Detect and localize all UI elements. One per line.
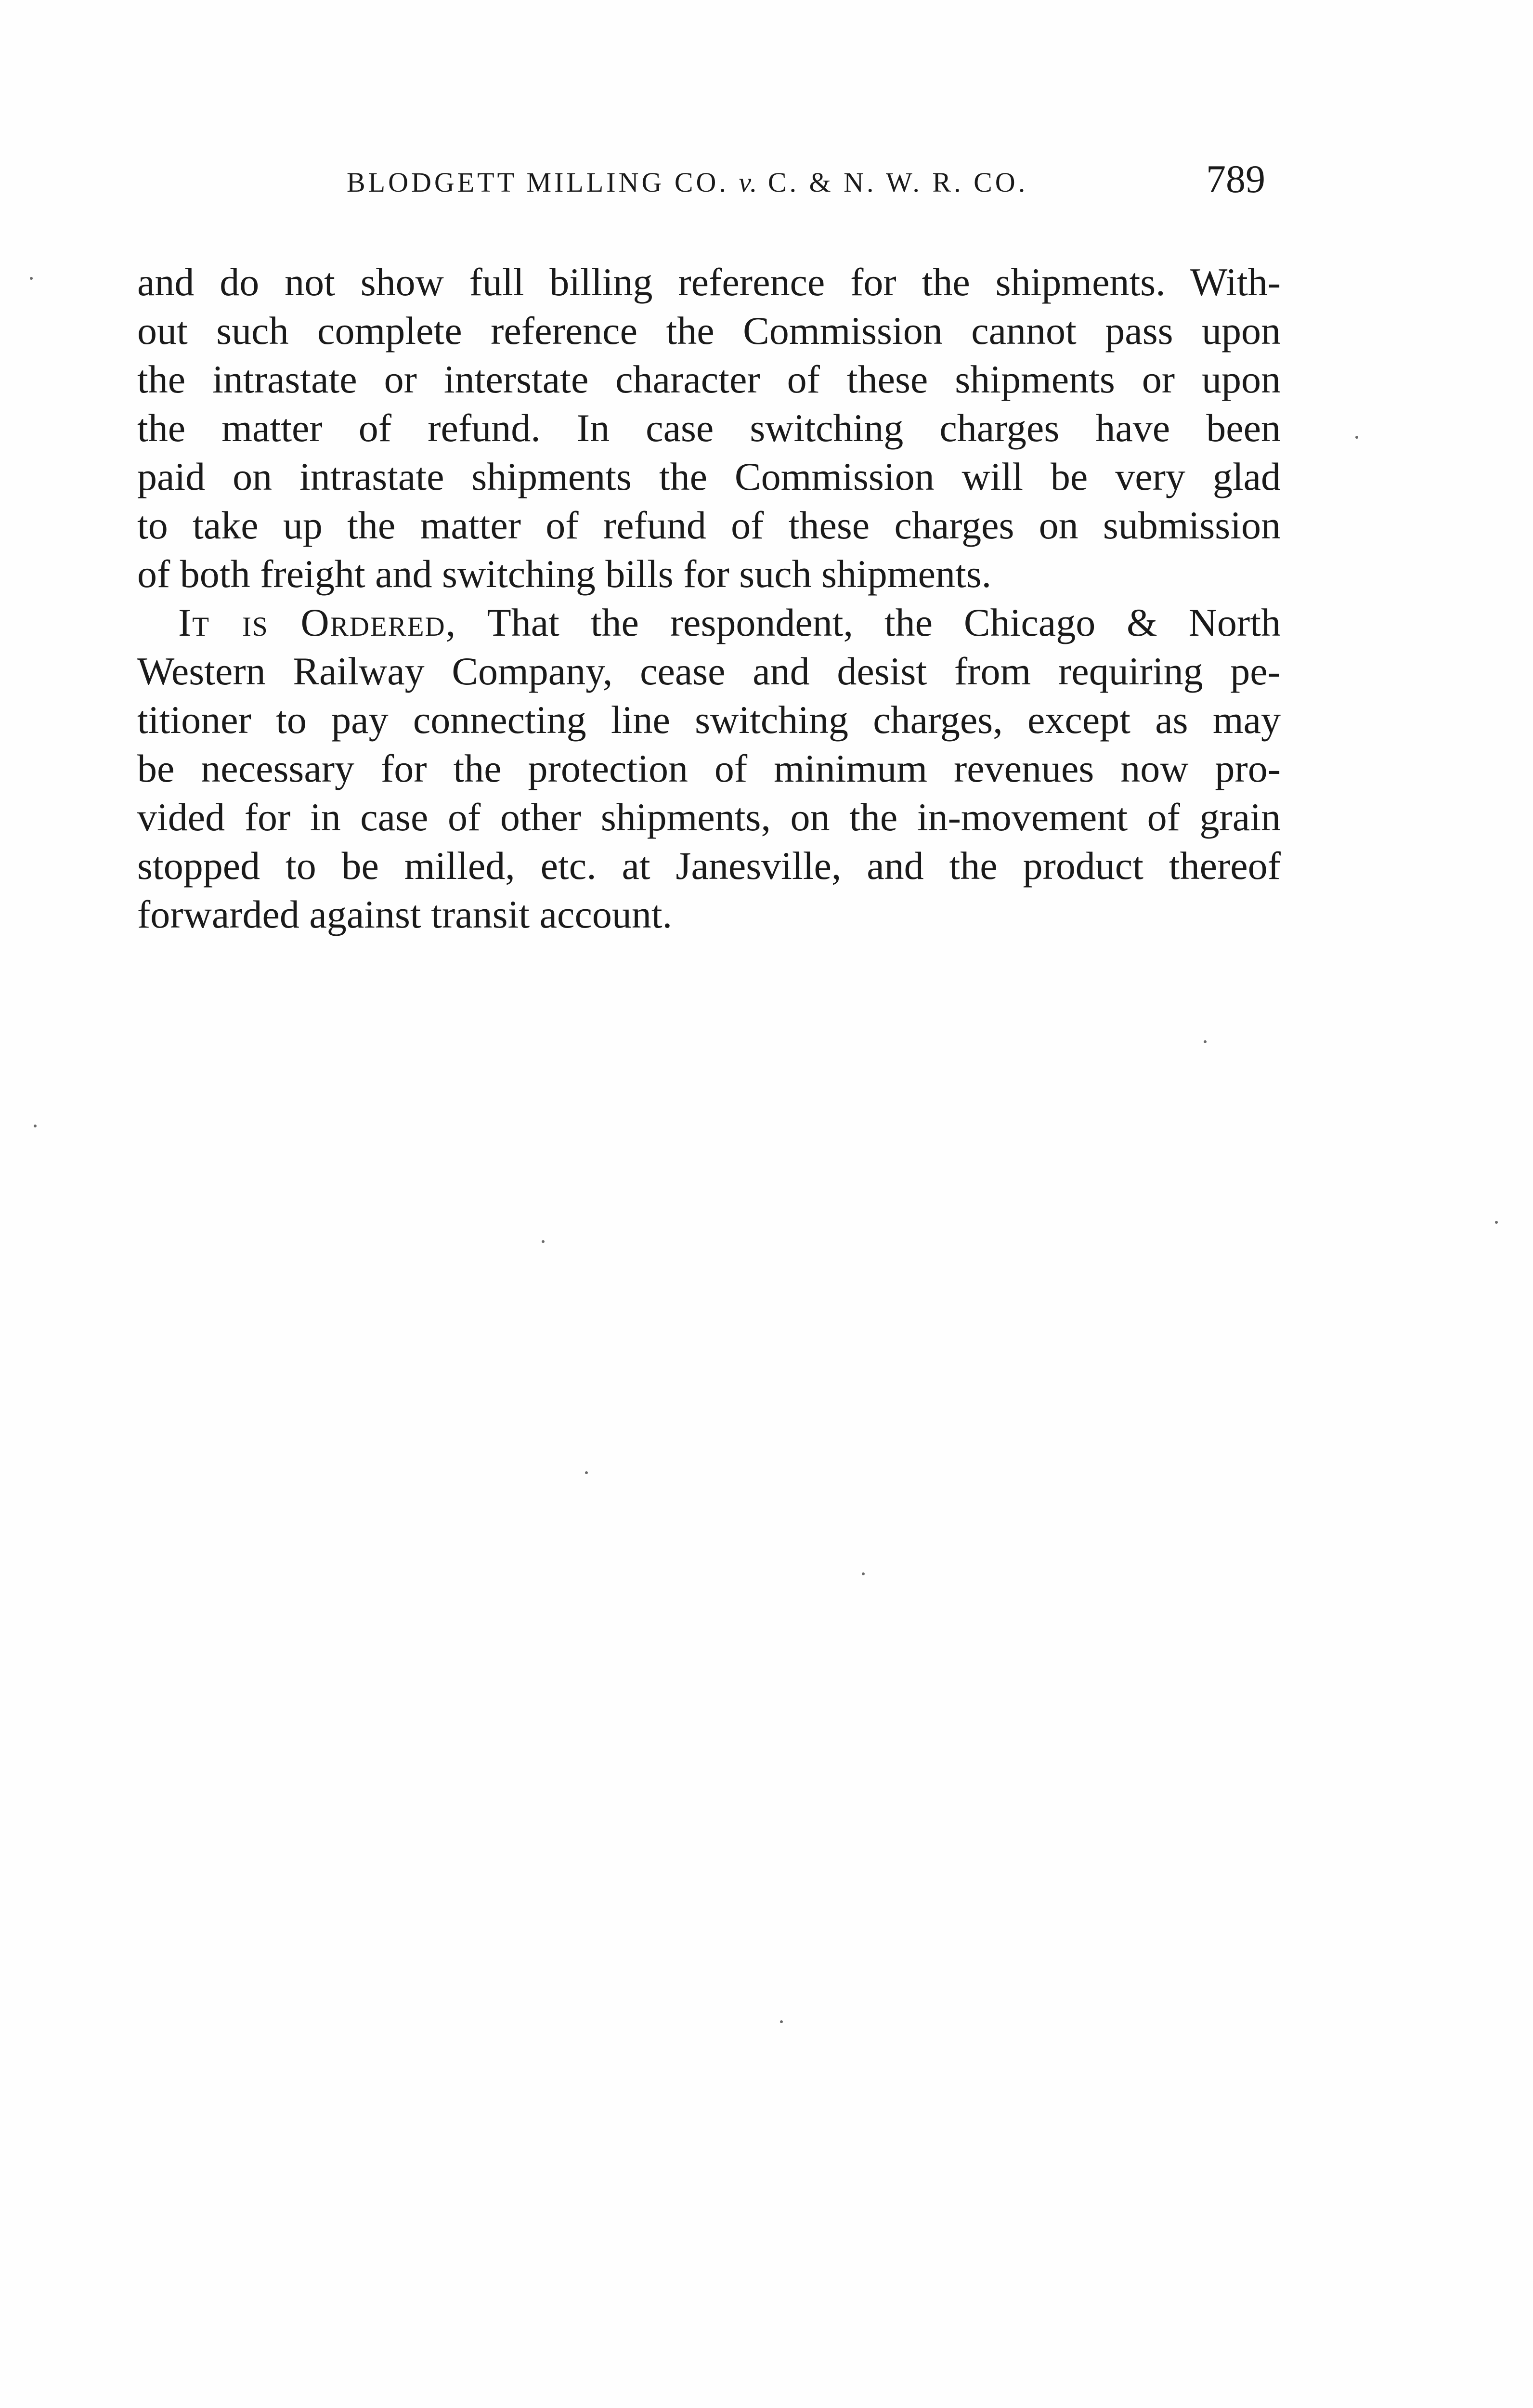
paragraph-line: Western Railway Company, cease and desist from requiring pe- (137, 649, 1281, 693)
case-title-right: C. & N. W. R. CO. (767, 167, 1028, 198)
versus-abbreviation: v. (739, 167, 758, 198)
order-first-line (137, 598, 1281, 647)
paragraph-line: be necessary for the protection of minimum revenues now pro- (137, 746, 1281, 790)
paragraph-line: to take up the matter of refund of these charges on submission (137, 503, 1281, 547)
scan-speck (1495, 1221, 1498, 1224)
scan-speck (542, 1240, 545, 1243)
case-title-left: BLODGETT MILLING CO. (347, 167, 729, 198)
order-caption: It is Ordered, (178, 601, 457, 644)
scan-speck (1355, 436, 1358, 439)
running-head (347, 166, 1069, 198)
paragraph-line: forwarded against transit account. (137, 892, 673, 936)
scan-speck (34, 1125, 37, 1127)
paragraph-line: paid on intrastate shipments the Commission will be very glad (137, 455, 1281, 498)
paragraph-line: vided for in case of other shipments, on the in-movement of grain (137, 795, 1281, 839)
paragraph-line: the matter of refund. In case switching charges have been (137, 406, 1281, 450)
page-number: 789 (1206, 157, 1265, 201)
paragraph-line: and do not show full billing reference for the shipments. With- (137, 260, 1281, 304)
paragraph-line: out such complete reference the Commission cannot pass upon (137, 309, 1281, 353)
paragraph-1 (137, 258, 1281, 598)
paragraph-2 (137, 598, 1281, 939)
scan-speck (585, 1471, 588, 1474)
order-first-line-text: That the respondent, the Chicago & North (487, 601, 1281, 644)
scan-speck (780, 2020, 783, 2023)
paragraph-line: the intrastate or interstate character of these shipments or upon (137, 357, 1281, 401)
body-text (137, 258, 1281, 939)
scan-speck (862, 1572, 865, 1575)
paragraph-line: stopped to be milled, etc. at Janesville, and the product thereof (137, 844, 1281, 888)
scan-speck (1204, 1040, 1207, 1043)
paragraph-line: of both freight and switching bills for such shipments. (137, 552, 992, 596)
scan-speck (30, 277, 33, 280)
paragraph-line: titioner to pay connecting line switching charges, except as may (137, 698, 1281, 742)
